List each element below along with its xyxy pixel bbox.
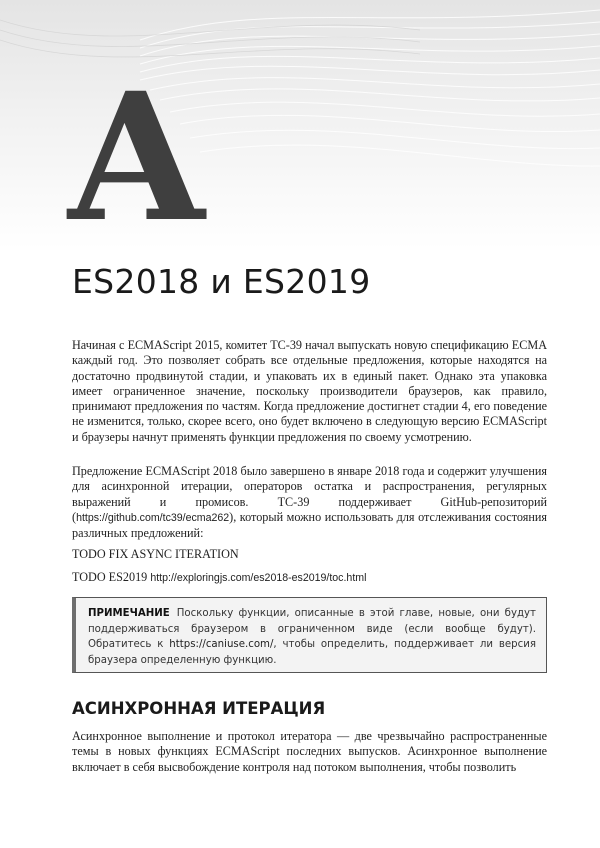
note-label: ПРИМЕЧАНИЕ bbox=[88, 608, 170, 619]
paragraph-es2018 bbox=[72, 464, 547, 541]
paragraph-es2018-text-before: Предложение ECMAScript 2018 было завершено в январе 2018 года и содержит улучшения для асинхронной итерации, операторов остатка и распространения, регулярных выражений и промисов. TC-39 поддерживает GitHub-репозиторий ( bbox=[72, 464, 547, 524]
note-text bbox=[88, 606, 536, 668]
exploringjs-link[interactable]: http://exploringjs.com/es2018-es2019/toc.html bbox=[150, 572, 367, 584]
paragraph-async: Асинхронное выполнение и протокол итератора — две чрезвычайно распространенные темы в новых функциях ECMAScript последних выпусков. Асинхронное выполнение включает в себя высвобождение контроля над потоком выполнения, чтобы позволить bbox=[72, 729, 547, 774]
todo-es2019-text: TODO ES2019 bbox=[72, 570, 151, 584]
chapter-letter: A bbox=[68, 54, 205, 261]
paragraph-intro: Начиная с ECMAScript 2015, комитет TC-39 начал выпускать новую спецификацию ECMA каждый год. Это позволяет собрать все отдельные предложения, которые находятся на достаточно продвинутой стадии, и упаковать их в единый пакет. Однако эта упаковка имеет ограниченное значение, поскольку производители браузеров, как правило, принимают предложения по частям. Когда предложение достигнет стадии 4, его поведение не изменится, только, скорее всего, оно будет включено в следующую версию ECMAScript и браузеры начнут применять функции предложения по своему усмотрению. bbox=[72, 338, 547, 444]
section-heading: АСИНХРОННАЯ ИТЕРАЦИЯ bbox=[72, 699, 326, 718]
note-box bbox=[72, 597, 547, 673]
caniuse-link[interactable]: https://caniuse.com/ bbox=[169, 639, 274, 650]
paragraph-es2018-text-after: ), который можно использовать для отслеживания состояния различных предложений: bbox=[72, 509, 547, 541]
todo-line-async: TODO FIX ASYNC ITERATION bbox=[72, 547, 239, 561]
chapter-title: ES2018 и ES2019 bbox=[72, 262, 371, 301]
note-text-after: , чтобы определить, поддерживает ли версия браузера определенную функцию. bbox=[88, 639, 536, 666]
todo-line-es2019 bbox=[72, 570, 547, 586]
tc39-repo-link[interactable]: https://github.com/tc39/ecma262 bbox=[76, 511, 230, 524]
note-text-before: Поскольку функции, описанные в этой главе, новые, они будут поддерживаться браузером в ограниченном виде (если вообще будут). Обратитесь к bbox=[88, 608, 536, 650]
